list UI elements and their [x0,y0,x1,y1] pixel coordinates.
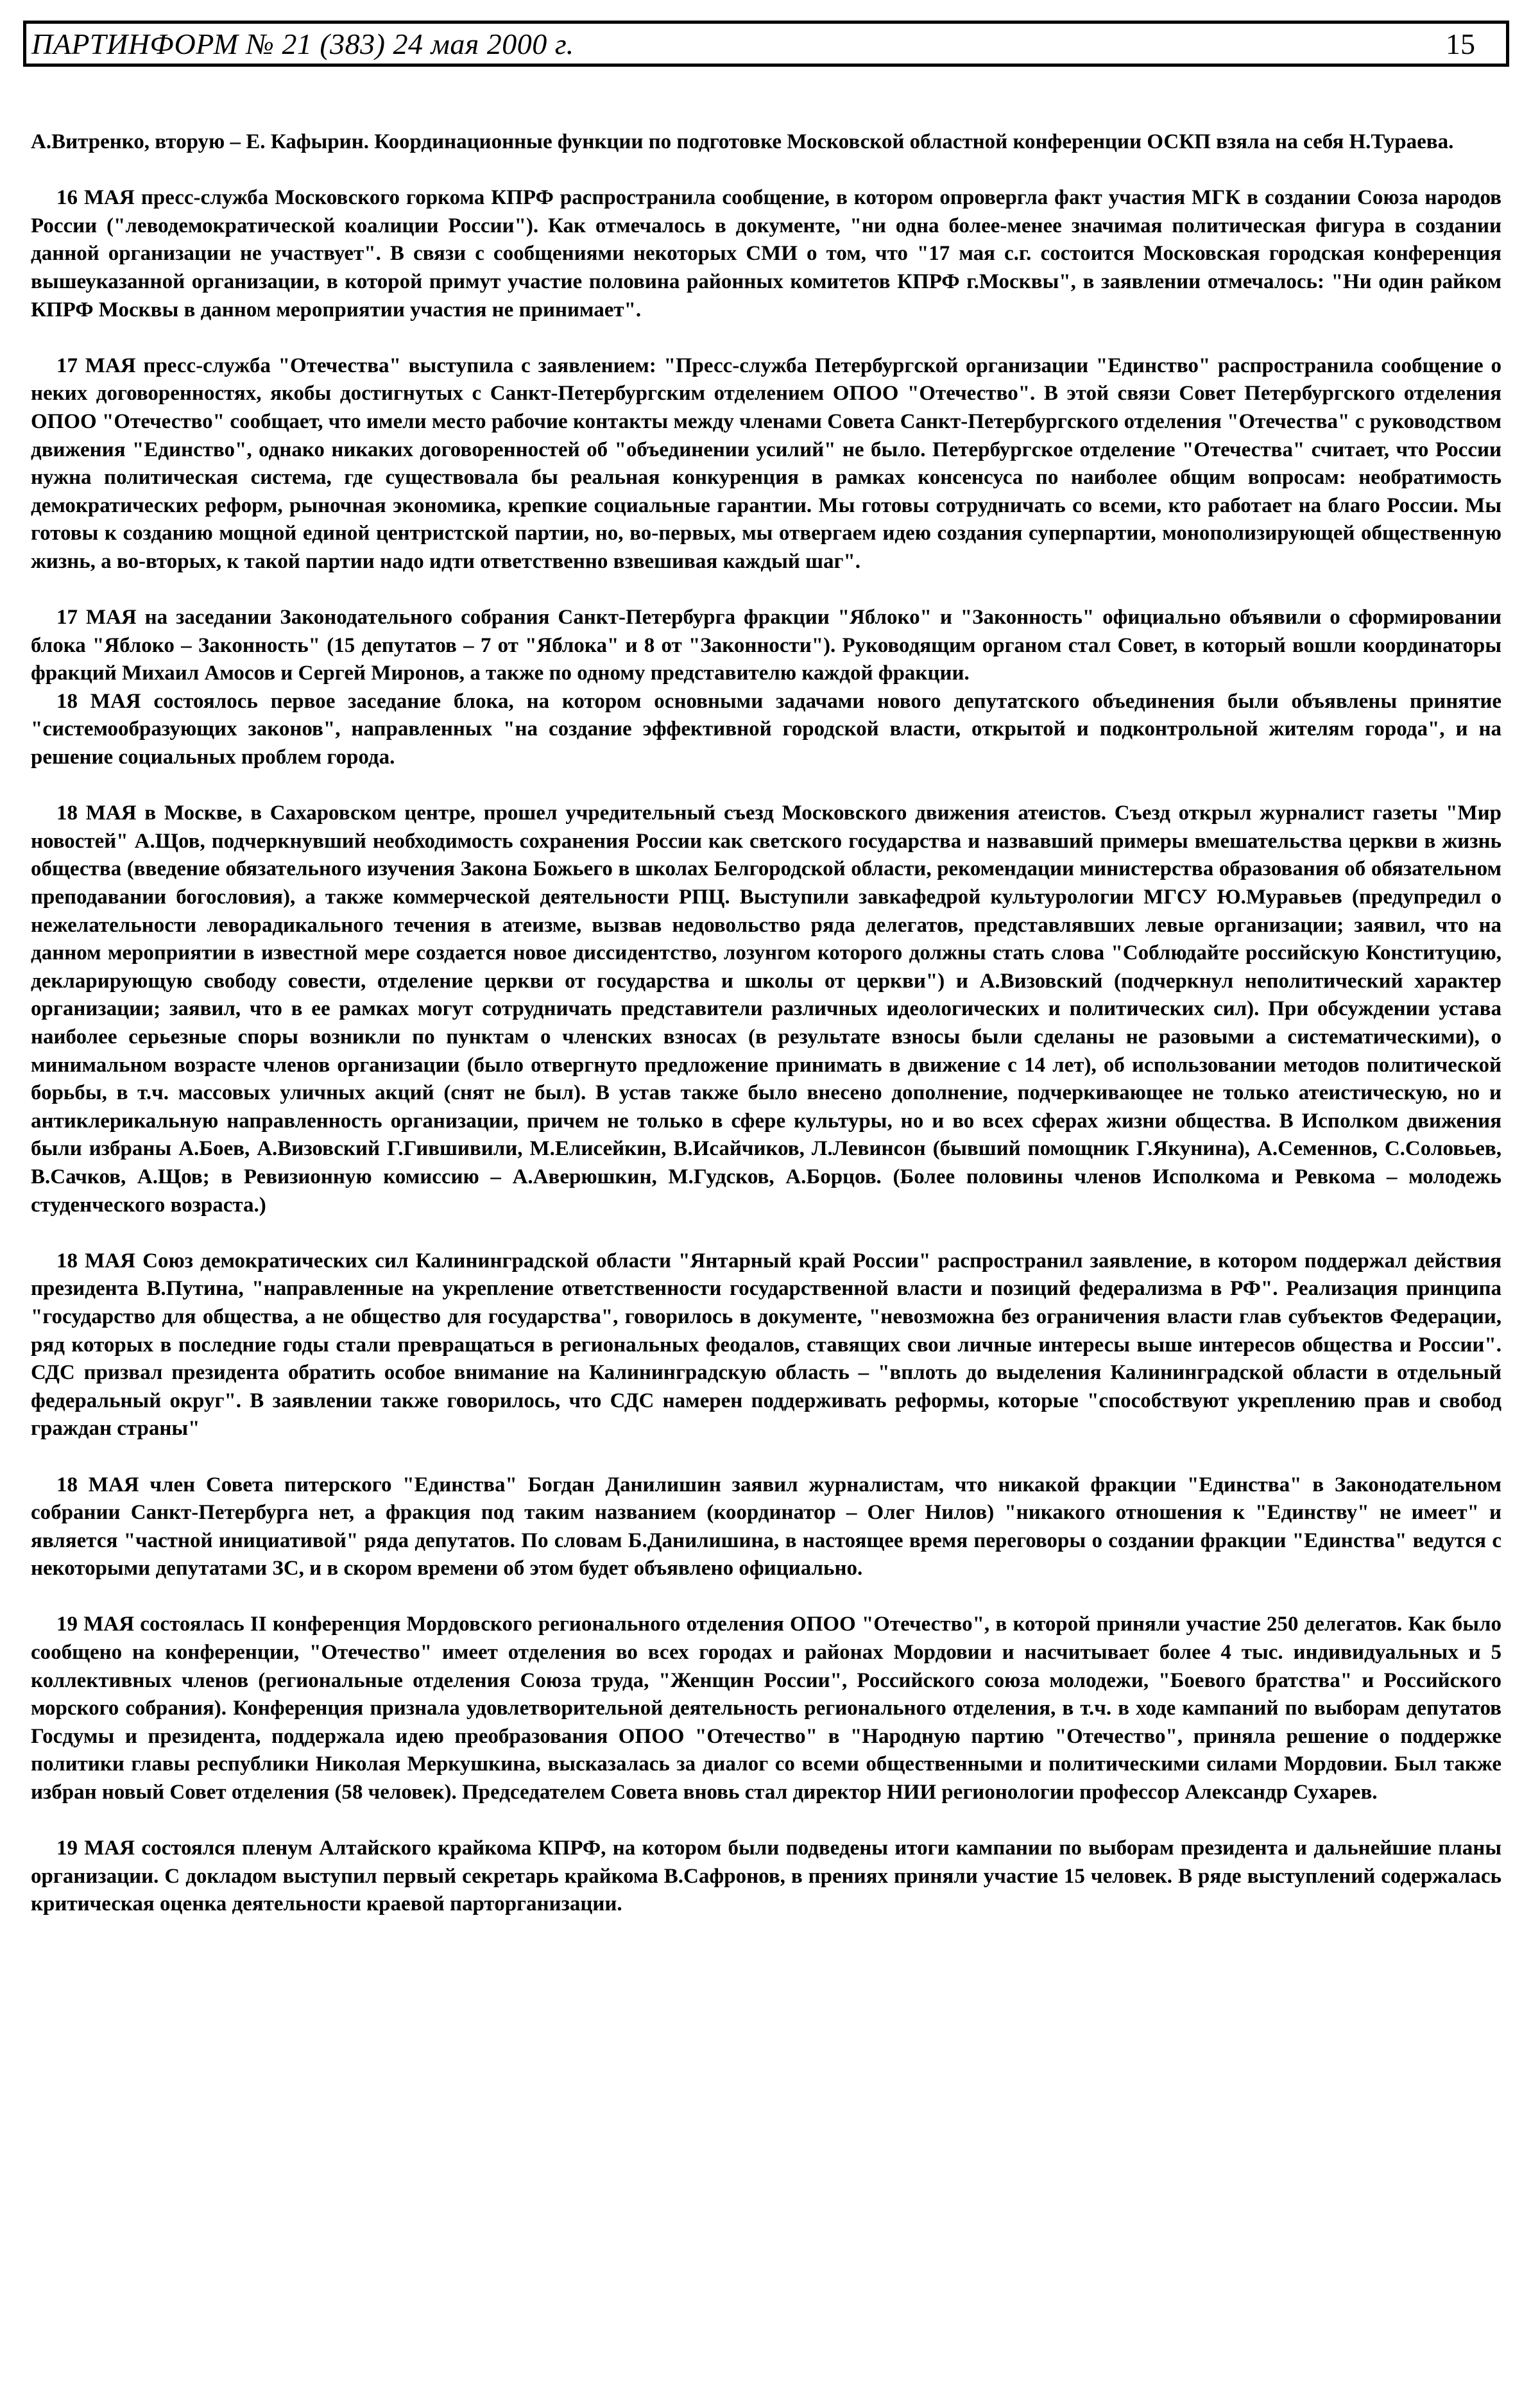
paragraph-may18-sds: 18 МАЯ Союз демократических сил Калининградской области "Янтарный край России" распространил заявление, в котором поддержал действия президента В.Путина, "направленные на укрепление ответственности государственной власти и позиций федерализма в РФ". Реализация принципа "государство для общества, а не общество для государства", говорилось в документе, "невозможна без ограничения власти глав субъектов Федерации, ряд которых в последние годы стали превращаться в региональных феодалов, ставящих свои личные интересы выше интересов общества и России". СДС призвал президента обратить особое внимание на Калининградскую область – "вплоть до выделения Калининградской области в отдельный федеральный округ". В заявлении также говорилось, что СДС намерен поддерживать реформы, которые "способствуют укреплению прав и свобод граждан страны" [31,1249,1502,1441]
paragraph-may18-bloc: 18 МАЯ состоялось первое заседание блока, на котором основными задачами нового депутатского объединения были объявлены принятие "системообразующих законов", направленных "на создание эффективной городской власти, открытой и подконтрольной жителям города", и на решение социальных проблем города. [31,689,1502,769]
paragraph-may18-atheists: 18 МАЯ в Москве, в Сахаровском центре, прошел учредительный съезд Московского движения атеистов. Съезд открыл журналист газеты "Мир новостей" А.Щов, подчеркнувший необходимость сохранения России как светского государства и назвавший примеры вмешательства церкви в жизнь общества (введение обязательного изучения Закона Божьего в школах Белгородской области, рекомендации министерства образования об обязательном преподавании богословия), а также коммерческой деятельности РПЦ. Выступили завкафедрой культурологии МГСУ Ю.Муравьев (предупредил о нежелательности леворадикального течения в атеизме, вызвав недовольство ряда делегатов, представлявших левые организации; заявил, что на данном мероприятии в известной мере создается новое диссидентство, лозунгом которого должны стать слова "Соблюдайте российскую Конституцию, декларирующую свободу совести, отделение церкви от государства и школы от церкви") и А.Визовский (подчеркнул неполитический характер организации; заявил, что в ее рамках могут сотрудничать представители различных идеологических и политических сил). При обсуждении устава наиболее серьезные споры возникли по пунктам о членских взносах (в результате взносы были сделаны не разовыми а систематическими), о минимальном возрасте членов организации (было отвергнуто предложение принимать в движение с 14 лет), об использовании методов политической борьбы, в т.ч. массовых уличных акций (снят не был). В устав также было внесено дополнение, подчеркивающее не только атеистическую, но и антиклерикальную направленность организации, причем не только в сфере культуры, но и во всех сферах жизни общества. В Исполком движения были избраны А.Боев, А.Визовский Г.Гившивили, М.Елисейкин, В.Исайчиков, Л.Левинсон (бывший помощник Г.Якунина), А.Семеннов, С.Соловьев, В.Сачков, А.Щов; в Ревизионную комиссию – А.Аверюшкин, М.Гудсков, А.Борцов. (Более половины членов Исполкома и Ревкома – молодежь студенческого возраста.) [31,801,1502,1217]
page-header [23,21,1509,67]
publication-title: ПАРТИНФОРМ № 21 (383) 24 мая 2000 г. [31,27,574,60]
article-body [31,128,1502,1919]
paragraph-may17-otechestvo: 17 МАЯ пресс-служба "Отечества" выступила с заявлением: "Пресс-служба Петербургской организации "Единство" распространила сообщение о неких договоренностях, якобы достигнутых с Санкт-Петербургским отделением ОПОО "Отечество". В этой связи Совет Петербургского отделения ОПОО "Отечество" сообщает, что имели место рабочие контакты между членами Совета Санкт-Петербургского отделения "Отечества" с руководством движения "Единство", однако никаких договоренностей об "объединении усилий" не было. Петербургское отделение "Отечества" считает, что России нужна политическая система, где существовала бы реальная конкуренция в рамках консенсуса по наиболее общим вопросам: необратимость демократических реформ, рыночная экономика, крепкие социальные гарантии. Мы готовы сотрудничать со всеми, кто работает на благо России. Мы готовы к созданию мощной единой центристской партии, но, во-первых, мы отвергаем идею создания суперпартии, монополизирующей общественную жизнь, а во-вторых, к такой партии надо идти ответственно взвешивая каждый шаг". [31,354,1502,573]
paragraph-may17-yabloko: 17 МАЯ на заседании Законодательного собрания Санкт-Петербурга фракции "Яблоко" и "Законность" официально объявили о сформировании блока "Яблоко – Законность" (15 депутатов – 7 от "Яблока" и 8 от "Законности"). Руководящим органом стал Совет, в который вошли координаторы фракций Михаил Амосов и Сергей Миронов, а также по одному представителю каждой фракции. [31,606,1502,685]
paragraph-may19-mordovia: 19 МАЯ состоялась II конференция Мордовского регионального отделения ОПОО "Отечество", в которой приняли участие 250 делегатов. Как было сообщено на конференции, "Отечество" имеет отделения во всех городах и районах Мордовии и насчитывает более 4 тыс. индивидуальных и 5 коллективных членов (региональные отделения Союза труда, "Женщин России", Российского союза молодежи, "Боевого братства" и Российского морского собрания). Конференция признала удовлетворительной деятельность регионального отделения, в т.ч. в ходе кампаний по выборам депутатов Госдумы и президента, поддержала идею преобразования ОПОО "Отечество" в "Народную партию "Отечество", приняла решение о поддержке политики главы республики Николая Меркушкина, высказалась за диалог со всеми общественными и политическими силами Мордовии. Был также избран новый Совет отделения (58 человек). Председателем Совета вновь стал директор НИИ регионологии профессор Александр Сухарев. [31,1613,1502,1804]
paragraph-may18-edinstvo: 18 МАЯ член Совета питерского "Единства" Богдан Данилишин заявил журналистам, что никакой фракции "Единства" в Законодательном собрании Санкт-Петербурга нет, а фракция под таким названием (координатор – Олег Нилов) "никакого отношения к "Единству" не имеет" и является "частной инициативой" ряда депутатов. По словам Б.Данилишина, в настоящее время переговоры о создании фракции "Единства" ведутся с некоторыми депутатами ЗС, и в скором времени об этом будет объявлено официально. [31,1473,1502,1581]
paragraph-continuation: А.Витренко, вторую – Е. Кафырин. Координационные функции по подготовке Московской областной конференции ОСКП взяла на себя Н.Тураева. [31,130,1454,153]
page-number: 15 [1446,27,1475,60]
paragraph-may16-kprf: 16 МАЯ пресс-служба Московского горкома КПРФ распространила сообщение, в котором опровергла факт участия МГК в создании Союза народов России ("леводемократической коалиции России"). Как отмечалось в документе, "ни одна более-менее значимая политическая фигура в создании данной организации не участвует". В связи с сообщениями некоторых СМИ о том, что "17 мая с.г. состоится Московская городская конференция вышеуказанной организации, в которой примут участие половина районных комитетов КПРФ г.Москвы", в заявлении отмечалось: "Ни один райком КПРФ Москвы в данном мероприятии участия не принимает". [31,186,1502,321]
paragraph-may19-altai: 19 МАЯ состоялся пленум Алтайского крайкома КПРФ, на котором были подведены итоги кампании по выборам президента и дальнейшие планы организации. С докладом выступил первый секретарь крайкома В.Сафронов, в прениях приняли участие 15 человек. В ряде выступлений содержалась критическая оценка деятельности краевой парторганизации. [31,1837,1502,1916]
